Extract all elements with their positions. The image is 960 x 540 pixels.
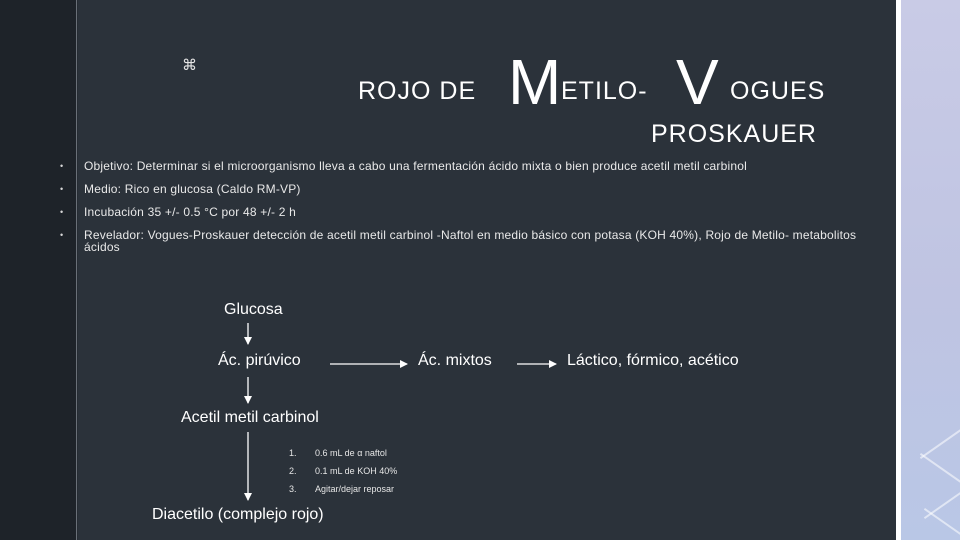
node-productos: Láctico, fórmico, acético xyxy=(567,352,739,369)
command-icon: ⌘ xyxy=(182,56,197,74)
bullet-text: Incubación 35 +/- 0.5 °C por 48 +/- 2 h xyxy=(84,205,297,219)
step-number: 2. xyxy=(289,466,297,476)
bullet-text: Objetivo: Determinar si el microorganismo lleva a cabo una fermentación ácido mixta o bien produce acetil metil carbinol xyxy=(84,159,747,173)
bullet-marker: • xyxy=(60,161,64,171)
title-part-2: ETILO- xyxy=(561,77,648,105)
step-number: 1. xyxy=(289,448,297,458)
step-item xyxy=(289,448,387,458)
node-glucosa: Glucosa xyxy=(224,301,283,318)
step-number: 3. xyxy=(289,484,297,494)
title-letter-v: V xyxy=(676,46,719,118)
title-part-1: ROJO DE xyxy=(358,77,477,105)
bullet-text: Revelador: Vogues-Proskauer detección de acetil metil carbinol -Naftol en medio básico con potasa (KOH 40%), Rojo de Metilo- metabolitos ácidos xyxy=(84,228,857,254)
bullet-marker: • xyxy=(60,207,64,217)
bullet-marker: • xyxy=(60,184,64,194)
step-text: 0.6 mL de α naftol xyxy=(315,448,387,458)
title-line-2: PROSKAUER xyxy=(651,120,817,148)
step-item xyxy=(289,466,397,476)
node-diacetilo: Diacetilo (complejo rojo) xyxy=(152,506,324,523)
title-letter-m: M xyxy=(508,46,562,118)
bullet-text: Medio: Rico en glucosa (Caldo RM-VP) xyxy=(84,182,301,196)
node-piruvico: Ác. pirúvico xyxy=(218,352,301,369)
step-text: Agitar/dejar reposar xyxy=(315,484,395,494)
node-mixtos: Ác. mixtos xyxy=(418,352,492,369)
step-text: 0.1 mL de KOH 40% xyxy=(315,466,398,476)
title-part-3: OGUES xyxy=(730,77,826,105)
bullet-marker: • xyxy=(60,230,64,240)
node-acetil: Acetil metil carbinol xyxy=(181,409,319,426)
step-item xyxy=(289,484,394,494)
